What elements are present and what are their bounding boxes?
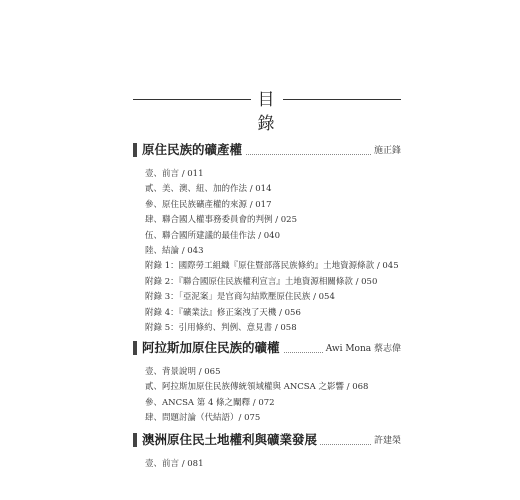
section-title: 澳洲原住民土地權利與礦業發展: [142, 430, 320, 450]
toc-section-mineral-rights: [133, 140, 401, 336]
toc-entry[interactable]: 附錄 1：國際勞工組織『原住暨部落民族條約』土地資源條款 / 045: [145, 261, 399, 272]
toc-entry[interactable]: 附錄 3：「亞泥案」是官商勾結欺壓原住民族 / 054: [145, 292, 335, 303]
toc-entry[interactable]: 壹、前言 / 081: [145, 459, 204, 469]
section-author: 施正鋒: [371, 142, 401, 160]
toc-entry[interactable]: 附錄 5：引用條約、判例、意見書 / 058: [145, 323, 297, 334]
toc-entry[interactable]: 壹、背景說明 / 065: [145, 367, 221, 377]
toc-entry[interactable]: 參、原住民族礦產權的來源 / 017: [145, 199, 272, 210]
section-author: 許建榮: [371, 432, 401, 450]
section-author: Awi Mona 蔡志偉: [323, 340, 401, 358]
toc-entry[interactable]: 肆、問題討論（代結語）/ 075: [145, 413, 261, 424]
section-entries: [133, 365, 401, 427]
section-marker-bar: [133, 433, 137, 447]
toc-entry[interactable]: 貳、阿拉斯加原住民族傳統領域權與 ANCSA 之影響 / 068: [145, 382, 369, 393]
toc-entry[interactable]: 壹、前言 / 011: [145, 169, 204, 179]
toc-entry[interactable]: 伍、聯合國所建議的最佳作法 / 040: [145, 230, 280, 241]
section-entries: [133, 167, 401, 336]
toc-entry[interactable]: 陸、結論 / 043: [145, 246, 204, 257]
toc-entry[interactable]: 附錄 2：『聯合國原住民族權利宣言』土地資源相關條款 / 050: [145, 276, 378, 287]
header-rule-left: [133, 99, 251, 100]
toc-entry[interactable]: 貳、美、澳、紐、加的作法 / 014: [145, 184, 272, 195]
toc-entry[interactable]: 肆、聯合國人權事務委員會的判例 / 025: [145, 215, 297, 226]
section-title: 阿拉斯加原住民族的礦權: [142, 338, 283, 358]
page-title: 目錄: [257, 90, 277, 134]
section-marker-bar: [133, 341, 137, 355]
section-marker-bar: [133, 143, 137, 157]
section-title: 原住民族的礦產權: [142, 140, 245, 160]
header-rule-right: [283, 99, 401, 100]
toc-section-alaska: [133, 338, 401, 427]
section-heading: [133, 140, 401, 160]
toc-section-australia: [133, 430, 401, 472]
section-entries: [133, 457, 401, 472]
section-heading: [133, 430, 401, 450]
toc-header: [133, 88, 401, 134]
toc-entry[interactable]: 參、ANCSA 第 4 條之闡釋 / 072: [145, 397, 275, 408]
toc-entry[interactable]: 附錄 4：『礦業法』修正案洩了天機 / 056: [145, 307, 301, 318]
section-heading: [133, 338, 401, 358]
